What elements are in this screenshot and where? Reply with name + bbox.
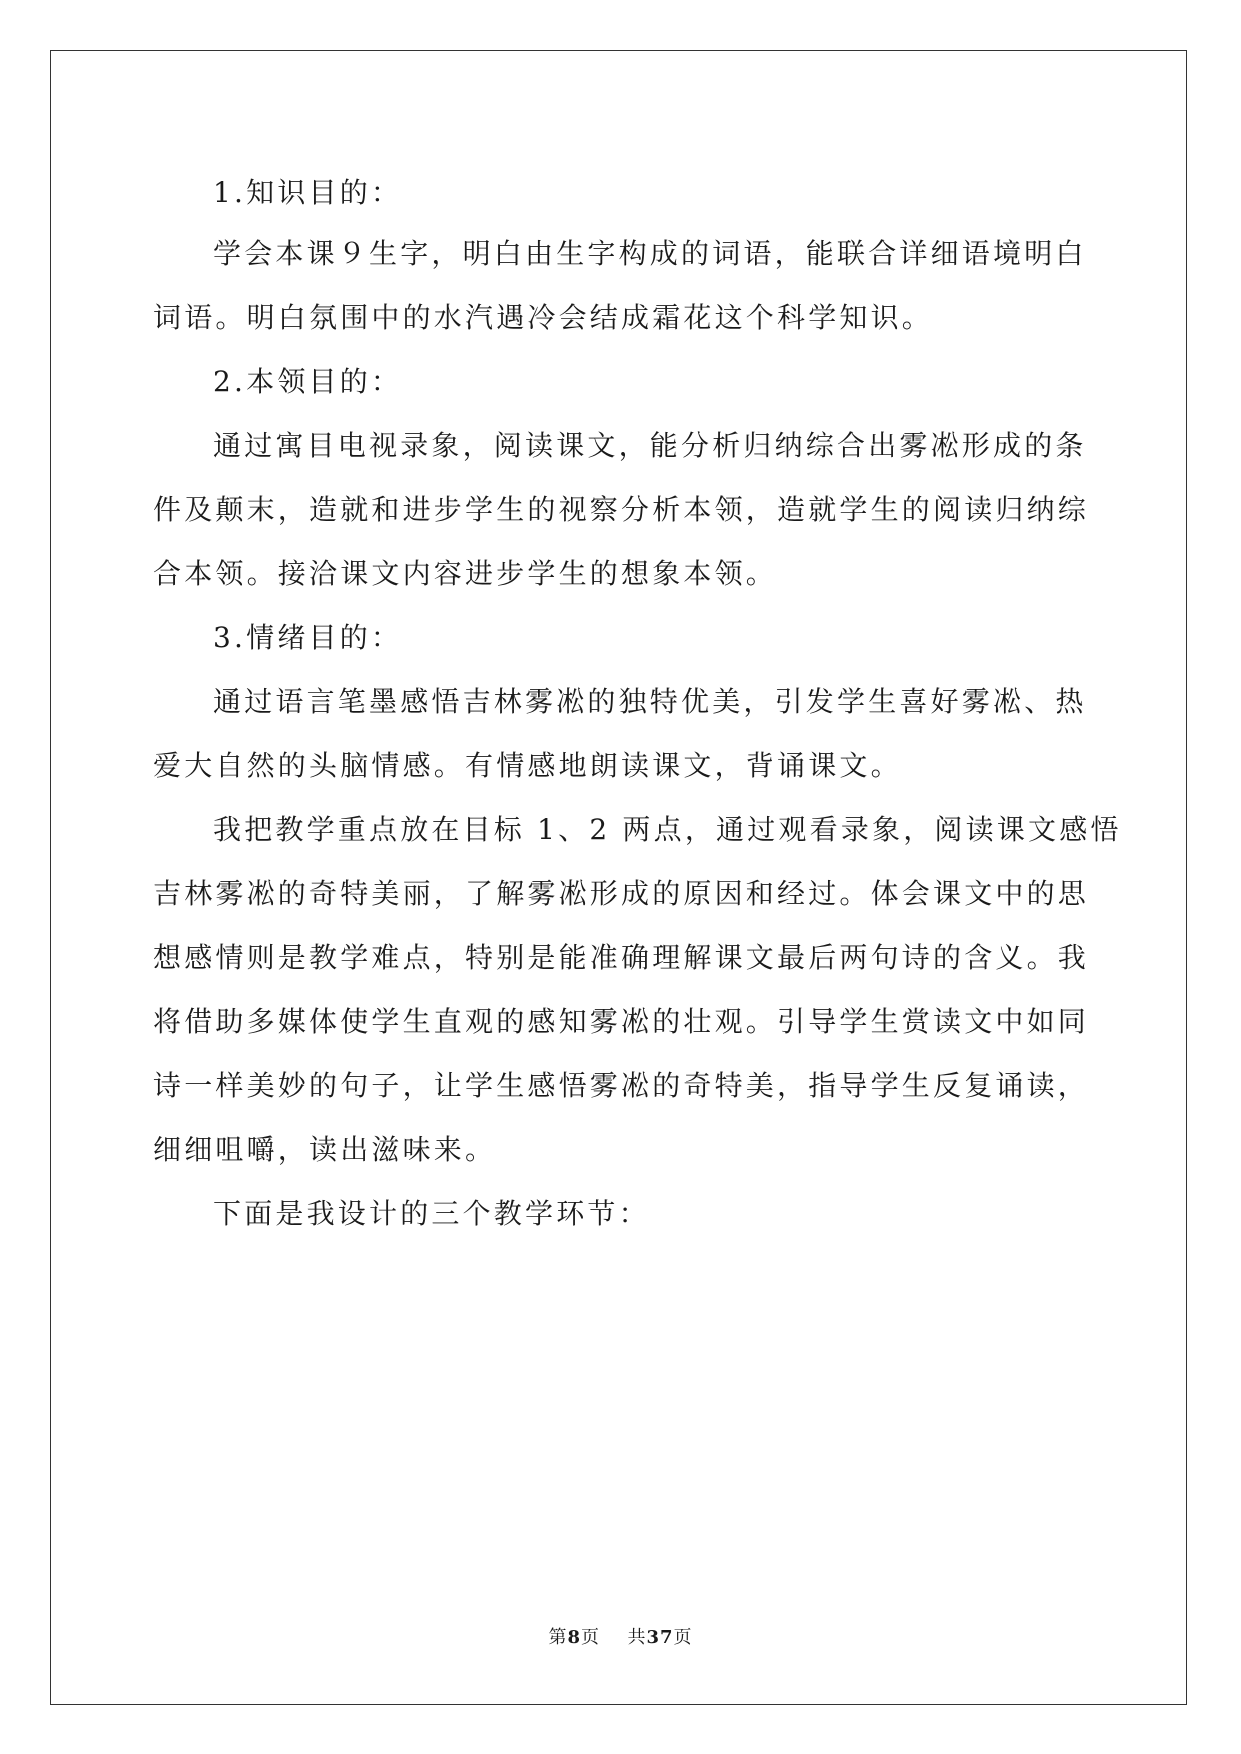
paragraph-line: 下面是我设计的三个教学环节： xyxy=(213,1197,650,1230)
paragraph-line: 爱大自然的头脑情感。有情感地朗读课文，背诵课文。 xyxy=(153,749,902,782)
footer-page-number: 8 xyxy=(567,1627,581,1648)
paragraph-line: 吉林雾凇的奇特美丽，了解雾凇形成的原因和经过。体会课文中的思 xyxy=(153,877,1090,910)
paragraph-line: 件及颠末，造就和进步学生的视察分析本领，造就学生的阅读归纳综 xyxy=(153,493,1090,526)
footer-total-suffix: 页 xyxy=(673,1627,693,1648)
paragraph-line: 通过语言笔墨感悟吉林雾凇的独特优美，引发学生喜好雾凇、热 xyxy=(213,685,1087,718)
footer-total-number: 37 xyxy=(646,1627,674,1648)
paragraph-line: 合本领。接洽课文内容进步学生的想象本领。 xyxy=(153,557,778,590)
paragraph-line: 想感情则是教学难点，特别是能准确理解课文最后两句诗的含义。我 xyxy=(153,941,1090,974)
section-heading-emotion: 3.情绪目的： xyxy=(213,621,403,654)
paragraph-line: 细细咀嚼，读出滋味来。 xyxy=(153,1133,497,1166)
paragraph-line: 诗一样美妙的句子，让学生感悟雾凇的奇特美，指导学生反复诵读， xyxy=(153,1069,1090,1102)
section-heading-ability: 2.本领目的： xyxy=(213,365,403,398)
page-footer xyxy=(0,1623,1241,1649)
paragraph-line: 词语。明白氛围中的水汽遇冷会结成霜花这个科学知识。 xyxy=(153,301,934,334)
footer-page-prefix: 第 xyxy=(548,1627,568,1648)
paragraph-line: 通过寓目电视录象，阅读课文，能分析归纳综合出雾凇形成的条 xyxy=(213,429,1087,462)
footer-total-prefix: 共 xyxy=(627,1627,647,1648)
footer-page-suffix: 页 xyxy=(581,1627,600,1648)
paragraph-line: 我把教学重点放在目标 1、2 两点，通过观看录象，阅读课文感悟 xyxy=(213,813,1122,846)
section-heading-knowledge: 1.知识目的： xyxy=(213,176,403,209)
paragraph-line: 学会本课９生字，明白由生字构成的词语，能联合详细语境明白 xyxy=(213,237,1087,270)
paragraph-line: 将借助多媒体使学生直观的感知雾凇的壮观。引导学生赏读文中如同 xyxy=(153,1005,1090,1038)
